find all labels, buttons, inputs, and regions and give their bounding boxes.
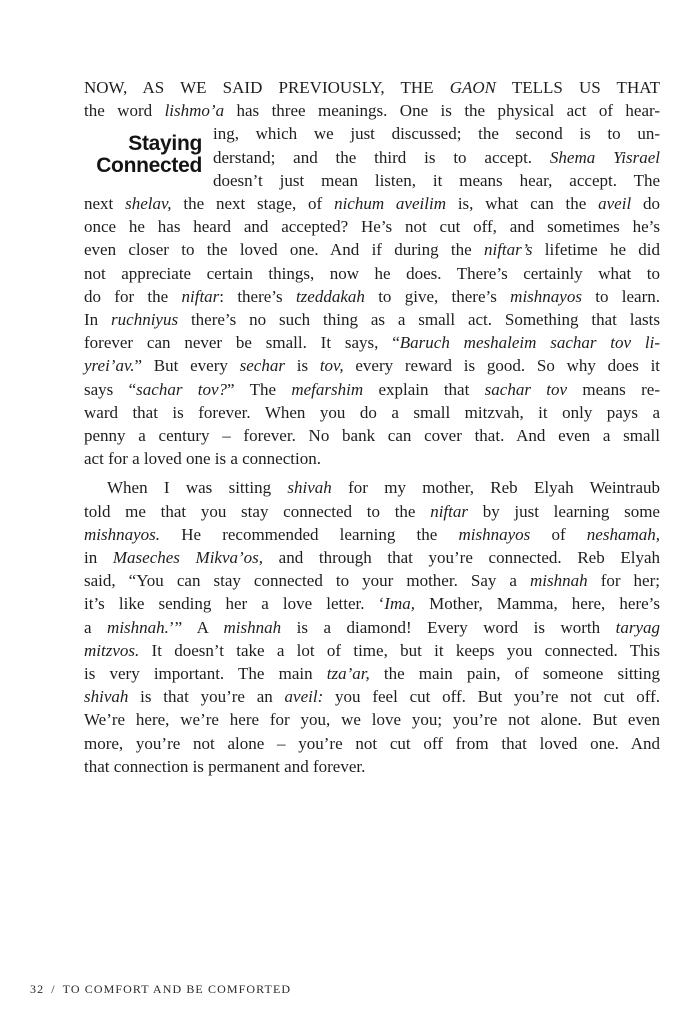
text-line: more, you’re not alone – you’re not cut off from that loved one. And: [84, 733, 660, 753]
margin-note-line-2: Connected: [96, 154, 202, 177]
text-line: not appreciate certain things, now he does. There’s certainly what to: [84, 263, 660, 283]
page-footer: [30, 982, 291, 997]
text-line: We’re here, we’re here for you, we love you; you’re not alone. But even: [84, 710, 660, 730]
text-line: NOW, AS WE SAID PREVIOUSLY, THE GAON TELLS US THAT: [84, 78, 660, 97]
paragraph: [84, 476, 660, 778]
text-line: When I was sitting shivah for my mother, Reb Elyah Weintraub: [107, 478, 660, 498]
text-line: next shelav, the next stage, of nichum aveilim is, what can the aveil do: [84, 194, 660, 214]
paragraph: [84, 76, 660, 470]
text-line: do for the niftar: there’s tzeddakah to give, there’s mishnayos to learn.: [84, 286, 661, 306]
text-line: it’s like sending her a love letter. ‘Ima, Mother, Mamma, here, here’s: [84, 594, 660, 614]
text-line: the word lishmo’a has three meanings. One is the physical act of hear-: [84, 101, 660, 121]
margin-note-line-1: Staying: [128, 132, 202, 155]
text-line: yrei’av.” But every sechar is tov, every reward is good. So why does it: [84, 356, 661, 376]
text-line: forever can never be small. It says, “Baruch meshaleim sachar tov li-: [84, 333, 661, 353]
text-line: mishnayos. He recommended learning the mishnayos of neshamah,: [84, 524, 660, 544]
text-line: shivah is that you’re an aveil: you feel cut off. But you’re not cut off.: [84, 687, 660, 707]
text-line: even closer to the loved one. And if during the niftar’s lifetime he did: [84, 240, 660, 260]
text-line: penny a century – forever. No bank can cover that. And even a small: [84, 426, 660, 446]
text-line: that connection is permanent and forever.: [84, 756, 366, 776]
book-title: TO COMFORT AND BE COMFORTED: [62, 982, 292, 996]
text-line: ward that is forever. When you do a small mitzvah, it only pays a: [84, 402, 660, 422]
footer-separator: /: [51, 982, 56, 996]
text-line: doesn’t just mean listen, it means hear, accept. The: [213, 170, 660, 190]
text-line: told me that you stay connected to the niftar by just learning some: [84, 501, 660, 521]
page-number: 32: [30, 982, 45, 996]
text-line: once he has heard and accepted? He’s not cut off, and sometimes he’s: [84, 217, 660, 237]
text-line: is very important. The main tza’ar, the main pain, of someone sitting: [84, 664, 660, 684]
text-line: a mishnah.’” A mishnah is a diamond! Every word is worth taryag: [84, 617, 661, 637]
text-line: in Maseches Mikva’os, and through that you’re connected. Reb Elyah: [84, 548, 661, 568]
text-line: derstand; and the third is to accept. Shema Yisrael: [213, 147, 660, 167]
text-block: [84, 76, 660, 778]
text-line: act for a loved one is a connection.: [84, 449, 321, 469]
text-line: In ruchniyus there’s no such thing as a small act. Something that lasts: [84, 310, 660, 330]
text-line: said, “You can stay connected to your mother. Say a mishnah for her;: [84, 571, 660, 591]
text-line: ing, which we just discussed; the second is to un-: [213, 124, 660, 144]
text-line: says “sachar tov?” The mefarshim explain that sachar tov means re-: [84, 379, 660, 399]
text-line: mitzvos. It doesn’t take a lot of time, but it keeps you connected. This: [84, 640, 660, 660]
